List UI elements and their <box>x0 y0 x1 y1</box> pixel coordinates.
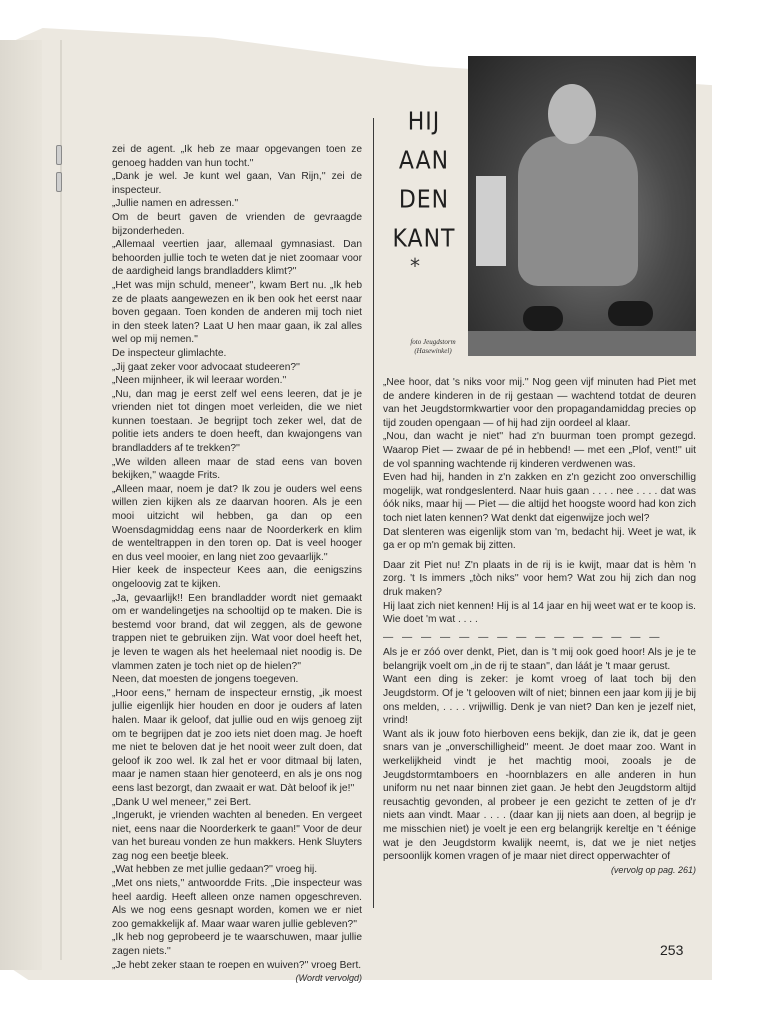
paragraph: Als je er zóó over denkt, Piet, dan is 't mij ook goed hoor! Als je je te belangrijk voelt om „in de rij te staan'', dan láát je 't maar gerust. <box>383 647 696 672</box>
paragraph: Want als ik jouw foto hierboven eens bekijk, dan zie ik, dat je geen snars van je „onverschilligheid'' meent. Je doet maar zoo. Want in werkelijkheid vindt je het machtig mooi, zooals je de Jeugdstormtamboers en -hoornblazers en alle anderen in hun uniform nu net naar binnen ziet gaan. Je hebt den Jeugdstorm altijd reusachtig gevonden, al probeer je een gezicht te zetten of je d'r niets aan vindt. Maar . . . . (daar kan jij niets aan doen, al begrijp je me misschien niet) je voelt je een erg belangrijk kereltje en 't éénige wat je den Jeugdstorm kwalijk neemt, is, dat we je niet netjes persoonlijk komen vragen of je maar niet direct opperwachter of <box>383 728 696 863</box>
paragraph: „Dank je wel. Je kunt wel gaan, Van Rijn,'' zei de inspecteur. <box>112 171 362 196</box>
paragraph: Dat slenteren was eigenlijk stom van 'm, bedacht hij. Weet je wat, ik ga er op m'n gemak bij zitten. <box>383 526 696 552</box>
paragraph: „Alleen maar, noem je dat? Ik zou je ouders wel eens willen zien kijken als ze daarvan hooren. Als je een mooi uitzicht wil hebben, ga dan op een Woensdagmiddag eens naar de Noorderkerk en klim de wenteltrappen in den toren op. Dat is veel hooger en dus veel mooier, en lang niet zoo gevaarlijk.'' <box>112 483 362 563</box>
paragraph: „Neen mijnheer, ik wil leeraar worden.'' <box>112 375 287 387</box>
paragraph: „Nu, dan mag je eerst zelf wel eens leeren, dat je je vrienden niet tot dingen moet verleiden, die we niet kunnen toestaan. Je begrijpt toch zeker wel, dat de politie iets anders te doen heeft, dan kwajongens van brandladders af te trekken?'' <box>112 388 362 455</box>
paragraph: „Jij gaat zeker voor advocaat studeeren?'' <box>112 361 300 373</box>
left-text-column <box>112 143 362 986</box>
paragraph: Want een ding is zeker: je komt vroeg of laat toch bij den Jeugdstorm. Of je 't gelooven wilt of niet; binnen een jaar kom jij je bij ons melden, . . . . vrijwillig. Denk je van niet? Dan ken je jezelf niet, vrind! <box>383 674 696 727</box>
paragraph: „Je hebt zeker staan te roepen en wuiven?'' vroeg Bert. <box>112 959 362 971</box>
continued-note: (vervolg op pag. 261) <box>610 864 696 875</box>
paragraph: „Jullie namen en adressen.'' <box>112 198 239 210</box>
paragraph: Hier keek de inspecteur Kees aan, die eenigszins ongeloovig zat te kijken. <box>112 565 362 590</box>
paragraph: De inspecteur glimlachte. <box>112 347 227 359</box>
paragraph: Om de beurt gaven de vrienden de gevraagde bijzonderheden. <box>112 211 362 237</box>
paragraph: „We wilden alleen maar de stad eens van boven bekijken,'' waagde Frits. <box>112 456 362 482</box>
photo-detail-shoe <box>608 301 653 326</box>
paragraph: „Nee hoor, dat 's niks voor mij.'' Nog geen vijf minuten had Piet met de andere kinderen in de rij gestaan — wachtend totdat de deuren van het Jeugdstormkwartier voor den propagandamiddag precies op tijd zouden opengaan — of hij had zijn oordeel al klaar. <box>383 377 696 429</box>
paragraph: Even had hij, handen in z'n zakken en z'n gezicht zoo onverschillig mogelijk, wat rondgeslenterd. Naar huis gaan . . . . nee . . . . dat was óók niks, maar hij — Piet — die altijd het hoogste woord had kon zich toch niet laten kennen? Wat denkt dat eigenwijze joch wel? <box>383 472 696 524</box>
title-line: AAN <box>398 146 450 176</box>
paragraph: „Ingerukt, je vrienden wachten al beneden. En vergeet niet, eens naar die Noorderkerk te gaan!'' Voor de deur van het bureau vonden ze hun makkers. Henk Sluyters zag nog een beetje bleek. <box>112 810 362 862</box>
photo-detail-head <box>548 84 596 144</box>
paragraph: „Het was mijn schuld, meneer'', kwam Bert nu. „Ik heb ze de plaats aangewezen en ik ben ook het eerst naar boven gegaan. Toen konden de anderen mij toch niet in den steek laten? Laat U hen maar gaan, ik zal alles wel op mij nemen.'' <box>112 279 362 346</box>
paragraph: „Hoor eens,'' hernam de inspecteur ernstig, „ik moest jullie eigenlijk hier houden en door je ouders af laten halen. Maar ik geloof, dat jullie oud en wijs genoeg zijt om te begrijpen dat je zoo iets niet doen mag. Je hoeft me niet te beloven dat je het nooit weer zult doen, dat geloof ik zoo wel. Ik zal het er voor ditmaal bij laten, maar je namen staan hier genoteerd, en als je ons nog eens last bezorgt, dan zwaait er wat. Dàt beloof ik je!'' <box>112 687 362 794</box>
paragraph: „Dank U wel meneer,'' zei Bert. <box>112 796 252 808</box>
photo-detail-sock <box>476 176 506 266</box>
article-photo <box>468 56 696 356</box>
dashed-separator: — — — — — — — — — — — — — — — <box>383 631 663 643</box>
right-text-column <box>383 376 696 877</box>
photo-detail-ground <box>468 331 696 356</box>
paragraph: „Nou, dan wacht je niet'' had z'n buurman toen prompt gezegd. Waarop Piet — zwaar de pé in hebbend! — met een „Plof, vent!'' uit de vol spanning wachtende rij kinderen verdwenen was. <box>383 431 696 470</box>
staple-icon <box>56 172 62 192</box>
paragraph: „Met ons niets,'' antwoordde Frits. „Die inspecteur was heel aardig. Heeft alleen onze namen opgeschreven. Als we nog eens gesnapt worden, komen we er niet zoo gemakkelijk af. Maar waar waren jullie gebleven?'' <box>112 878 362 930</box>
photo-caption: foto Jeugdstorm (Hasewinkel) <box>410 338 456 355</box>
paragraph: Daar zit Piet nu! Z'n plaats in de rij is ie kwijt, maar dat is hèm 'n zorg. 't Is immers „tòch niks'' voor hem? Wat zou hij zich dan nog druk maken? <box>383 559 696 598</box>
continued-note: (Wordt vervolgd) <box>295 973 362 984</box>
article-title <box>384 103 464 259</box>
page-number: 253 <box>660 942 684 958</box>
asterisk-ornament-icon: * <box>410 254 420 278</box>
paragraph: „Ja, gevaarlijk!! Een brandladder wordt niet gemaakt om er wandelingetjes na schooltijd op te maken. Die is bestemd voor brand, dat wil zeggen, als de gewone trappen niet te gebruiken zijn. Wat voor doel heeft het, je leven te wagen als het heelemaal niet noodig is. De vlammen zaten je toch niet op de hielen?'' <box>112 592 362 672</box>
paragraph: „Wat hebben ze met jullie gedaan?'' vroeg hij. <box>112 864 318 876</box>
previous-page-edge <box>0 40 42 970</box>
photo-detail-shoe <box>523 306 563 331</box>
title-line: KANT <box>392 224 456 254</box>
title-line: DEN <box>398 185 450 215</box>
paragraph: zei de agent. „Ik heb ze maar opgevangen toen ze genoeg hadden van hun tocht.'' <box>112 144 362 169</box>
paragraph: „Allemaal veertien jaar, allemaal gymnasiast. Dan behoorden jullie toch te weten dat je niet zoomaar voor de aardigheid langs brandladders klimt?'' <box>112 239 362 278</box>
paragraph: Hij laat zich niet kennen! Hij is al 14 jaar en hij weet wat er te koop is. Wie doet 'm wat . . . . <box>383 600 696 626</box>
photo-detail-boy <box>518 136 638 286</box>
column-divider <box>373 118 374 908</box>
staple-icon <box>56 145 62 165</box>
paragraph: „Ik heb nog geprobeerd je te waarschuwen, maar jullie zagen niets.'' <box>112 932 362 958</box>
title-line: HIJ <box>407 107 441 137</box>
paragraph: Neen, dat moesten de jongens toegeven. <box>112 674 299 686</box>
